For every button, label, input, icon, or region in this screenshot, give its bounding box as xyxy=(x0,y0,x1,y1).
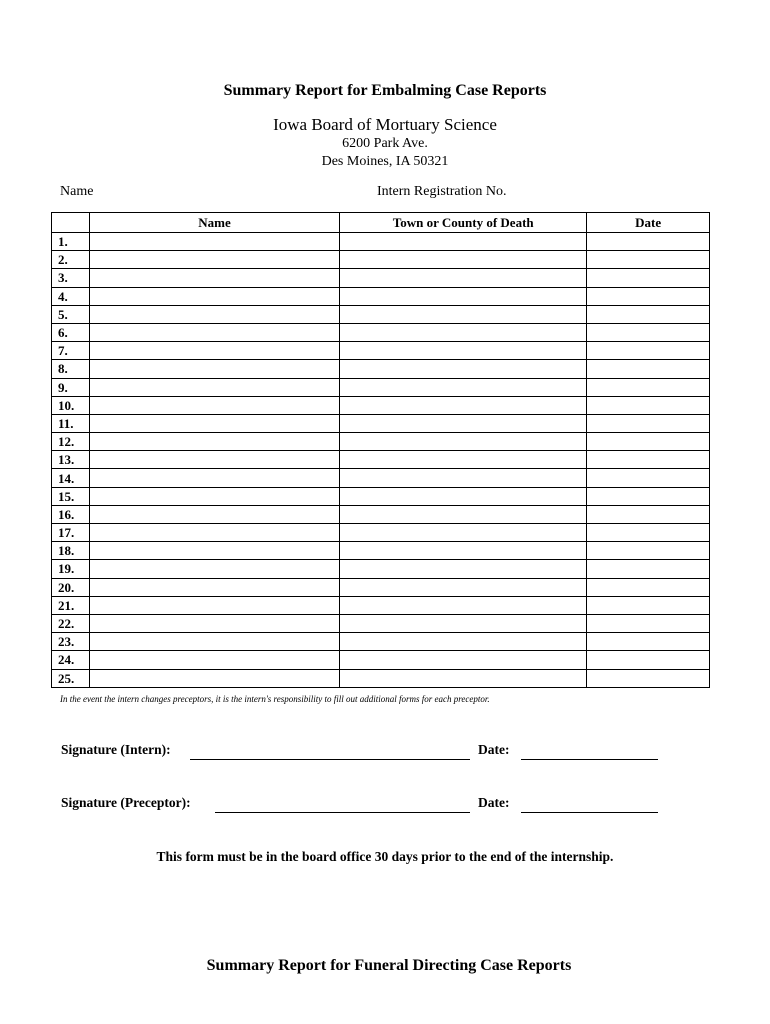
table-row xyxy=(52,633,710,651)
date-cell[interactable] xyxy=(587,505,710,523)
row-number: 22. xyxy=(52,614,90,632)
table-header-row xyxy=(52,213,710,233)
date-cell[interactable] xyxy=(587,233,710,251)
row-number: 23. xyxy=(52,633,90,651)
row-number: 2. xyxy=(52,251,90,269)
town-cell[interactable] xyxy=(340,505,587,523)
name-cell[interactable] xyxy=(89,269,339,287)
intern-name-label: Name xyxy=(60,184,94,199)
row-number: 18. xyxy=(52,542,90,560)
table-row xyxy=(52,305,710,323)
table-row xyxy=(52,596,710,614)
name-cell[interactable] xyxy=(89,505,339,523)
intern-registration-label: Intern Registration No. xyxy=(377,184,507,199)
date-cell[interactable] xyxy=(587,669,710,687)
table-row xyxy=(52,451,710,469)
row-number: 1. xyxy=(52,233,90,251)
town-cell[interactable] xyxy=(340,251,587,269)
date-cell[interactable] xyxy=(587,451,710,469)
table-row xyxy=(52,342,710,360)
name-cell[interactable] xyxy=(89,360,339,378)
town-cell[interactable] xyxy=(340,360,587,378)
submission-deadline-note: This form must be in the board office 30 days prior to the end of the internship. xyxy=(156,849,614,864)
row-number: 8. xyxy=(52,360,90,378)
table-row xyxy=(52,233,710,251)
town-cell[interactable] xyxy=(340,560,587,578)
table-row xyxy=(52,360,710,378)
board-name: Iowa Board of Mortuary Science xyxy=(273,115,497,134)
name-cell[interactable] xyxy=(89,287,339,305)
name-cell[interactable] xyxy=(89,305,339,323)
name-cell[interactable] xyxy=(89,542,339,560)
name-cell[interactable] xyxy=(89,614,339,632)
town-cell[interactable] xyxy=(340,433,587,451)
row-number: 9. xyxy=(52,378,90,396)
town-cell[interactable] xyxy=(340,542,587,560)
date-cell[interactable] xyxy=(587,578,710,596)
town-cell[interactable] xyxy=(340,651,587,669)
row-number: 25. xyxy=(52,669,90,687)
table-row xyxy=(52,524,710,542)
row-number: 20. xyxy=(52,578,90,596)
table-row xyxy=(52,614,710,632)
row-number: 3. xyxy=(52,269,90,287)
row-number: 11. xyxy=(52,414,90,432)
date-cell[interactable] xyxy=(587,524,710,542)
column-header-date: Date xyxy=(587,213,710,233)
date-cell[interactable] xyxy=(587,469,710,487)
intern-date-label: Date: xyxy=(478,742,510,757)
table-row xyxy=(52,378,710,396)
table-row xyxy=(52,269,710,287)
preceptor-date-field[interactable] xyxy=(521,798,658,813)
town-cell[interactable] xyxy=(340,342,587,360)
town-cell[interactable] xyxy=(340,633,587,651)
row-number: 16. xyxy=(52,505,90,523)
name-cell[interactable] xyxy=(89,578,339,596)
row-number: 13. xyxy=(52,451,90,469)
date-cell[interactable] xyxy=(587,305,710,323)
row-number: 24. xyxy=(52,651,90,669)
town-cell[interactable] xyxy=(340,305,587,323)
next-section-title: Summary Report for Funeral Directing Case Reports xyxy=(206,957,572,974)
name-cell[interactable] xyxy=(89,451,339,469)
date-cell[interactable] xyxy=(587,614,710,632)
name-cell[interactable] xyxy=(89,633,339,651)
address-line-1: 6200 Park Ave. xyxy=(342,136,428,151)
table-row xyxy=(52,287,710,305)
table-row xyxy=(52,651,710,669)
intern-signature-label: Signature (Intern): xyxy=(61,742,171,757)
case-table xyxy=(51,212,710,688)
name-cell[interactable] xyxy=(89,487,339,505)
preceptor-signature-label: Signature (Preceptor): xyxy=(61,795,191,810)
name-cell[interactable] xyxy=(89,251,339,269)
town-cell[interactable] xyxy=(340,524,587,542)
date-cell[interactable] xyxy=(587,560,710,578)
row-number: 15. xyxy=(52,487,90,505)
town-cell[interactable] xyxy=(340,614,587,632)
table-row xyxy=(52,414,710,432)
table-row xyxy=(52,396,710,414)
date-cell[interactable] xyxy=(587,542,710,560)
preceptor-date-label: Date: xyxy=(478,795,510,810)
name-cell[interactable] xyxy=(89,669,339,687)
name-cell[interactable] xyxy=(89,433,339,451)
row-number: 4. xyxy=(52,287,90,305)
row-number: 10. xyxy=(52,396,90,414)
name-cell[interactable] xyxy=(89,233,339,251)
date-cell[interactable] xyxy=(587,487,710,505)
table-row xyxy=(52,487,710,505)
intern-signature-field[interactable] xyxy=(190,745,470,760)
name-cell[interactable] xyxy=(89,651,339,669)
town-cell[interactable] xyxy=(340,287,587,305)
date-cell[interactable] xyxy=(587,323,710,341)
column-header-town: Town or County of Death xyxy=(340,213,587,233)
town-cell[interactable] xyxy=(340,596,587,614)
town-cell[interactable] xyxy=(340,414,587,432)
date-cell[interactable] xyxy=(587,342,710,360)
preceptor-note: In the event the intern changes preceptors, it is the intern's responsibility to fill out additional forms for each preceptor. xyxy=(60,694,490,704)
table-row xyxy=(52,323,710,341)
date-cell[interactable] xyxy=(587,433,710,451)
column-header-number xyxy=(52,213,90,233)
name-cell[interactable] xyxy=(89,596,339,614)
row-number: 12. xyxy=(52,433,90,451)
row-number: 19. xyxy=(52,560,90,578)
town-cell[interactable] xyxy=(340,396,587,414)
town-cell[interactable] xyxy=(340,451,587,469)
name-cell[interactable] xyxy=(89,524,339,542)
name-cell[interactable] xyxy=(89,560,339,578)
date-cell[interactable] xyxy=(587,596,710,614)
page-title: Summary Report for Embalming Case Reports xyxy=(223,82,547,99)
name-cell[interactable] xyxy=(89,378,339,396)
date-cell[interactable] xyxy=(587,633,710,651)
date-cell[interactable] xyxy=(587,651,710,669)
address-line-2: Des Moines, IA 50321 xyxy=(321,154,449,169)
row-number: 7. xyxy=(52,342,90,360)
date-cell[interactable] xyxy=(587,269,710,287)
row-number: 17. xyxy=(52,524,90,542)
preceptor-signature-field[interactable] xyxy=(215,798,470,813)
row-number: 6. xyxy=(52,323,90,341)
town-cell[interactable] xyxy=(340,269,587,287)
table-row xyxy=(52,469,710,487)
date-cell[interactable] xyxy=(587,360,710,378)
town-cell[interactable] xyxy=(340,378,587,396)
name-cell[interactable] xyxy=(89,414,339,432)
date-cell[interactable] xyxy=(587,396,710,414)
row-number: 5. xyxy=(52,305,90,323)
table-row xyxy=(52,578,710,596)
intern-date-field[interactable] xyxy=(521,745,658,760)
town-cell[interactable] xyxy=(340,487,587,505)
table-row xyxy=(52,505,710,523)
name-cell[interactable] xyxy=(89,469,339,487)
date-cell[interactable] xyxy=(587,378,710,396)
town-cell[interactable] xyxy=(340,578,587,596)
table-row xyxy=(52,542,710,560)
name-cell[interactable] xyxy=(89,396,339,414)
row-number: 21. xyxy=(52,596,90,614)
row-number: 14. xyxy=(52,469,90,487)
name-cell[interactable] xyxy=(89,342,339,360)
table-row xyxy=(52,669,710,687)
town-cell[interactable] xyxy=(340,669,587,687)
date-cell[interactable] xyxy=(587,414,710,432)
town-cell[interactable] xyxy=(340,323,587,341)
table-row xyxy=(52,251,710,269)
date-cell[interactable] xyxy=(587,251,710,269)
name-cell[interactable] xyxy=(89,323,339,341)
column-header-name: Name xyxy=(89,213,339,233)
table-row xyxy=(52,560,710,578)
town-cell[interactable] xyxy=(340,233,587,251)
table-row xyxy=(52,433,710,451)
date-cell[interactable] xyxy=(587,287,710,305)
town-cell[interactable] xyxy=(340,469,587,487)
